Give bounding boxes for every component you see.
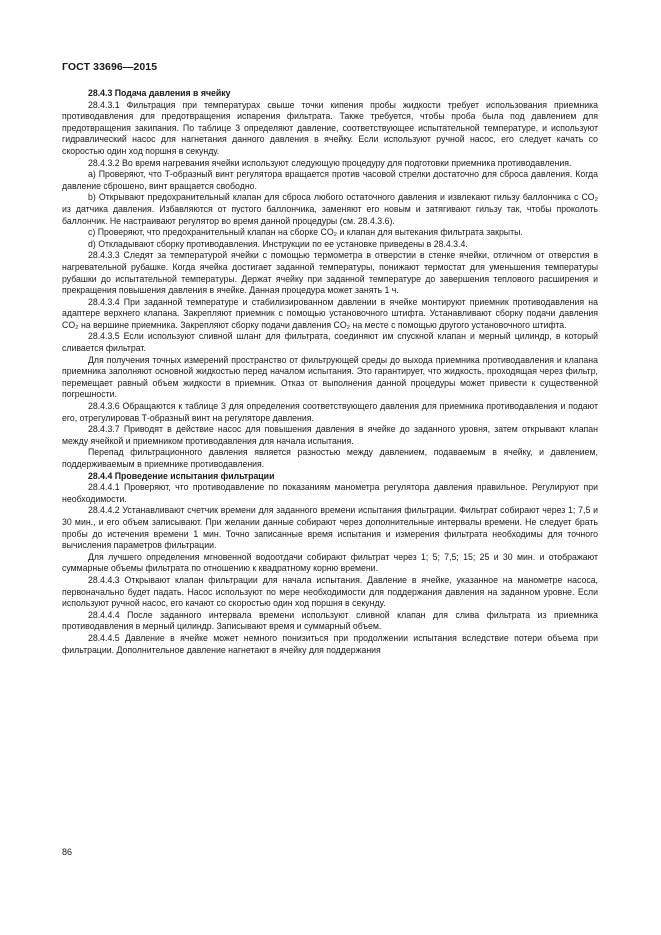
list-item-b: b) Открывают предохранительный клапан для сброса любого остаточного давления и извлекают гильзу баллончика с CO₂ из датчика давления. Избавляются от пустого баллончика, заменяют его новым и затягивают гильзу так, чтобы проколоть баллончик. Не настраивают регулятор во время данной процедуры (см. 28.4.3.6). [62,192,598,226]
paragraph: 28.4.3.1 Фильтрация при температурах свыше точки кипения пробы жидкости требует использования приемника противодавления для предотвращения испарения фильтрата. Также требуется, чтобы проба была под давлением для предотвращения закипания. По таблице 3 определяют давление, соответствующее испытательной температуре, и используют гидравлический насос для нагнетания данного давления в ячейку. Если используют ручной насос, его следует качать со скоростью один ход поршня в секунду. [62,99,598,156]
paragraph: Для получения точных измерений пространство от фильтрующей среды до выхода приемника противодавления и клапана приемника заполняют основной жидкостью перед началом испытания. Это гарантирует, что жидкость, проходящая через фильтр, перемещает равный объем жидкости в приемник. Отказ от выполнения данной процедуры может привести к существенной погрешности. [62,354,598,400]
list-item-d: d) Откладывают сборку противодавления. Инструкции по ее установке приведены в 28.4.3.4. [88,238,468,249]
paragraph: 28.4.4.1 Проверяют, что противодавление по показаниям манометра регулятора давления правильное. Регулируют при необходимости. [62,482,598,504]
paragraph: 28.4.4.2 Устанавливают счетчик времени для заданного времени испытания фильтрации. Фильтрат собирают через 1; 7,5 и 30 мин., и его объем записывают. При желании данные собирают через дополнительные интервалы времени. Не следует брать пробы до истечения времени 1 мин. Точно записанные время испытания и измерения фильтрата необходимы для точного вычисления параметров фильтрации. [62,505,598,551]
section-heading-28-4-4: 28.4.4 Проведение испытания фильтрации [88,470,275,481]
paragraph: Для лучшего определения мгновенной водоотдачи собирают фильтрат через 1; 5; 7,5; 15; 25 и 30 мин. и отображают суммарные объемы фильтрата по отношению к квадратному корню времени. [62,551,598,574]
paragraph: 28.4.3.3 Следят за температурой ячейки с помощью термометра в отверстии в стенке ячейки, отличном от отверстия в нагревательной рубашке. Когда ячейка достигает заданной температуры, понижают термостат для уменьшения температуры рубашки до испытательной температуры. Держат ячейку при заданной температуре до завершения теплового расширения и прекращения повышения давления в ячейке. Данная процедура может занять 1 ч. [62,250,598,296]
list-item-a: а) Проверяют, что Т-образный винт регулятора вращается против часовой стрелки достаточно для сброса давления. Когда давление сброшено, винт вращается свободно. [62,169,598,191]
list-item-c: с) Проверяют, что предохранительный клапан на сборке CO₂ и клапан для вытекания фильтрата закрыты. [88,227,523,238]
paragraph: 28.4.3.5 Если используют сливной шланг для фильтрата, соединяют им спускной клапан и мерный цилиндр, в который сливается фильтрат. [62,331,598,354]
paragraph: 28.4.3.2 Во время нагревания ячейки используют следующую процедуру для подготовки приемника противодавления. [88,157,572,168]
paragraph: Перепад фильтрационного давления является разностью между давлением, подаваемым в ячейку, и давлением, поддерживаемым в приемнике противодавления. [62,447,598,469]
section-heading-28-4-3: 28.4.3 Подача давления в ячейку [88,88,231,98]
paragraph: 28.4.4.5 Давление в ячейке может немного понизиться при продолжении испытания вследствие потери объема при фильтрации. Дополнительное давление нагнетают в ячейку для поддержания [62,632,598,655]
paragraph: 28.4.4.4 После заданного интервала времени используют сливной клапан для слива фильтрата из приемника противодавления в мерный цилиндр. Записывают время и суммарный объем. [62,609,598,632]
document-body [62,88,598,656]
paragraph: 28.4.3.7 Приводят в действие насос для повышения давления в ячейке до заданного уровня, затем открывают клапан между ячейкой и приемником противодавления для начала испытания. [62,424,598,446]
paragraph: 28.4.3.4 При заданной температуре и стабилизированном давлении в ячейке монтируют приемник противодавления на адаптере верхнего клапана. Закрепляют приемник с помощью установочного штифта. Устанавливают сборку подачи давления CO₂ на вершине приемника. Закрепляют сборку подачи давления CO₂ на месте с помощью другого установочного штифта. [62,296,598,330]
paragraph: 28.4.3.6 Обращаются к таблице 3 для определения соответствующего давления для приемника противодавления и подают его, отрегулировав Т-образный винт на регуляторе давления. [62,401,598,423]
document-header: ГОСТ 33696—2015 [62,61,158,73]
page-number: 86 [62,847,73,857]
paragraph: 28.4.4.3 Открывают клапан фильтрации для начала испытания. Давление в ячейке, указанное на манометре насоса, первоначально будет падать. Насос используют по мере необходимости для поддержания давления на заданном уровне. Если используют ручной насос, его качают со скоростью один ход поршня в секунду. [62,574,598,609]
